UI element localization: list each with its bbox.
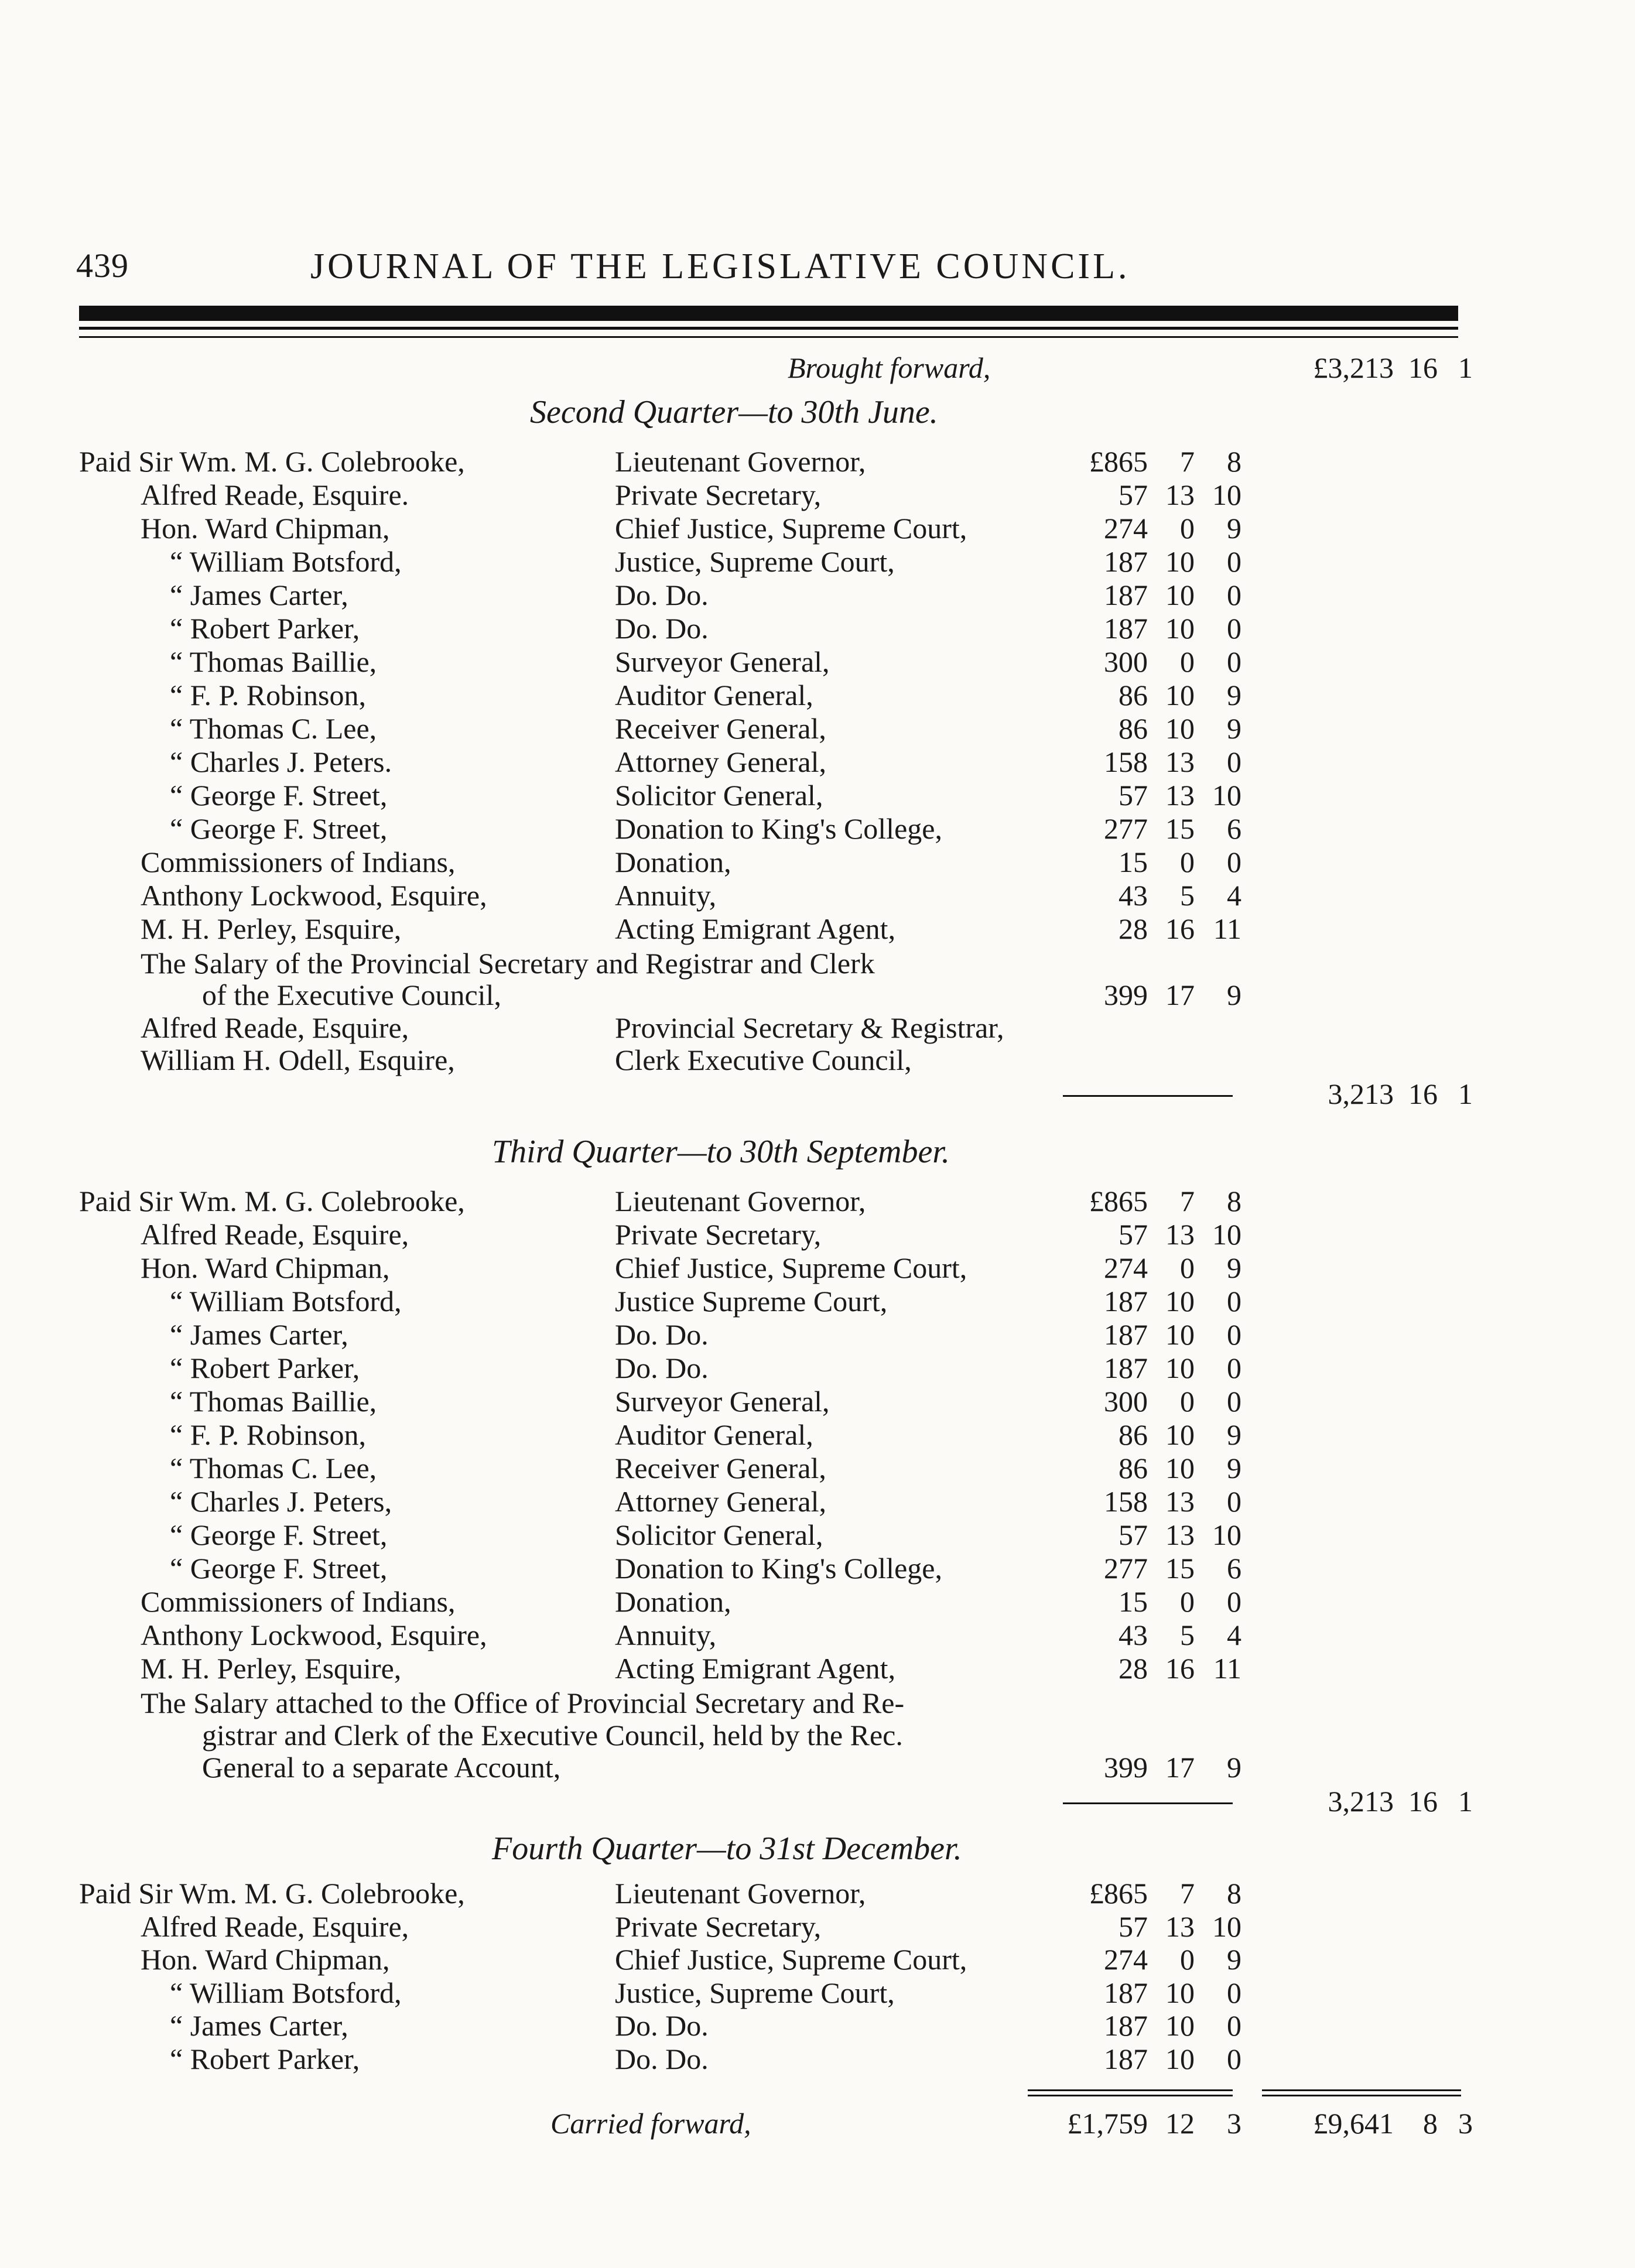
payee-name: Paid Sir Wm. M. G. Colebrooke, xyxy=(79,445,465,478)
office-title: Lieutenant Governor, xyxy=(615,1877,866,1910)
amount-pence: 9 xyxy=(1227,1251,1241,1284)
amount-pence: 10 xyxy=(1212,1218,1241,1251)
ledger-row xyxy=(0,645,1635,679)
amount-pence: 4 xyxy=(1227,1619,1241,1651)
salary-note-text: gistrar and Clerk of the Executive Council, held by the Rec. xyxy=(202,1719,903,1752)
amount-shillings: 10 xyxy=(1165,579,1195,611)
amount-pounds: 187 xyxy=(1104,1352,1148,1384)
section-total-row xyxy=(0,1077,1635,1111)
office-title: Lieutenant Governor, xyxy=(615,1185,866,1217)
amount-pence: 10 xyxy=(1212,779,1241,812)
ledger-row xyxy=(0,1910,1635,1944)
amount-pounds: 274 xyxy=(1104,1943,1148,1976)
amount-pence: 6 xyxy=(1227,1552,1241,1585)
office-title: Annuity, xyxy=(615,879,717,912)
amount-pounds: 28 xyxy=(1118,912,1148,945)
office-title: Justice, Supreme Court, xyxy=(615,545,895,578)
amount-shillings: 0 xyxy=(1180,846,1195,878)
amount-pence: 0 xyxy=(1227,645,1241,678)
amount-pence: 0 xyxy=(1227,545,1241,578)
amount-shillings: 13 xyxy=(1165,1910,1195,1943)
payee-name: “ Thomas Baillie, xyxy=(170,645,377,678)
amount-shillings: 5 xyxy=(1180,1619,1195,1651)
office-title: Do. Do. xyxy=(615,612,709,645)
payee-name: “ F. P. Robinson, xyxy=(170,1418,366,1451)
amount-shillings: 10 xyxy=(1165,1285,1195,1318)
ledger-row xyxy=(0,1552,1635,1585)
amount-pence: 4 xyxy=(1227,879,1241,912)
amount-pence: 0 xyxy=(1227,579,1241,611)
ledger-row xyxy=(0,445,1635,478)
office-title: Donation, xyxy=(615,1585,731,1618)
amount-shillings: 0 xyxy=(1180,1251,1195,1284)
office-title: Donation, xyxy=(615,846,731,878)
payee-name: “ Thomas C. Lee, xyxy=(170,712,377,745)
payee-name: “ Robert Parker, xyxy=(170,2042,360,2075)
office-title: Acting Emigrant Agent, xyxy=(615,1652,896,1685)
payee-name: “ Robert Parker, xyxy=(170,1352,360,1384)
ledger-row xyxy=(0,812,1635,846)
amount-shillings: 7 xyxy=(1180,445,1195,478)
amount-pounds: 274 xyxy=(1104,1251,1148,1284)
office-title: Auditor General, xyxy=(615,679,813,711)
amount-pounds: 187 xyxy=(1104,545,1148,578)
payee-name: Alfred Reade, Esquire, xyxy=(141,1218,409,1251)
amount-pounds: 187 xyxy=(1104,2009,1148,2042)
payee-name: “ F. P. Robinson, xyxy=(170,679,366,711)
carried-rule-sub xyxy=(1028,2089,1233,2091)
amount-pence: 11 xyxy=(1213,912,1241,945)
ledger-row xyxy=(0,1452,1635,1485)
ledger-row xyxy=(0,512,1635,545)
salary-note-line xyxy=(0,1751,1635,1784)
ledger-row xyxy=(0,1585,1635,1619)
amount-pounds: 57 xyxy=(1118,1910,1148,1943)
amount-pence: 9 xyxy=(1227,1943,1241,1976)
ledger-row xyxy=(0,1385,1635,1418)
salary-note-text: of the Executive Council, xyxy=(202,979,501,1011)
amount-shillings: 10 xyxy=(1165,1352,1195,1384)
amount-pounds: 399 xyxy=(1104,979,1148,1011)
amount-pence: 0 xyxy=(1227,1285,1241,1318)
amount-shillings: 7 xyxy=(1180,1877,1195,1910)
office-title: Surveyor General, xyxy=(615,645,830,678)
ledger-row xyxy=(0,1619,1635,1652)
office-title: Receiver General, xyxy=(615,712,826,745)
payee-name: William H. Odell, Esquire, xyxy=(141,1044,455,1076)
amount-pounds: 86 xyxy=(1118,712,1148,745)
total-shillings: 16 xyxy=(1408,1077,1438,1110)
amount-pence: 9 xyxy=(1227,1418,1241,1451)
ledger-row xyxy=(0,478,1635,512)
amount-pence: 0 xyxy=(1227,612,1241,645)
amount-shillings: 10 xyxy=(1165,1318,1195,1351)
page-number: 439 xyxy=(76,247,129,285)
carried-total-pounds: £9,641 xyxy=(1313,2107,1394,2140)
header-thin-rule-2 xyxy=(79,336,1458,338)
ledger-row xyxy=(0,1318,1635,1352)
amount-pence: 0 xyxy=(1227,2042,1241,2075)
total-pence: 1 xyxy=(1458,1077,1473,1110)
amount-shillings: 10 xyxy=(1165,679,1195,711)
office-title: Clerk Executive Council, xyxy=(615,1044,912,1076)
ledger-row xyxy=(0,1285,1635,1318)
total-pounds: 3,213 xyxy=(1328,1785,1394,1818)
ledger-row xyxy=(0,2043,1635,2076)
brought-forward-label: Brought forward, xyxy=(788,351,991,384)
office-title: Chief Justice, Supreme Court, xyxy=(615,1251,967,1284)
amount-pounds: 86 xyxy=(1118,679,1148,711)
ledger-row xyxy=(0,1877,1635,1910)
office-title: Lieutenant Governor, xyxy=(615,445,866,478)
office-title: Solicitor General, xyxy=(615,1518,823,1551)
amount-shillings: 16 xyxy=(1165,1652,1195,1685)
payee-name: Hon. Ward Chipman, xyxy=(141,1251,390,1284)
office-title: Receiver General, xyxy=(615,1452,826,1484)
amount-pounds: £865 xyxy=(1089,445,1148,478)
salary-note-line xyxy=(0,979,1635,1012)
office-title: Justice, Supreme Court, xyxy=(615,1976,895,2009)
carried-forward-row xyxy=(0,2107,1635,2140)
amount-shillings: 0 xyxy=(1180,1385,1195,1418)
office-title: Annuity, xyxy=(615,1619,717,1651)
amount-pounds: 300 xyxy=(1104,1385,1148,1418)
ledger-row xyxy=(0,779,1635,812)
brought-forward-shillings: 16 xyxy=(1408,351,1438,384)
amount-pence: 0 xyxy=(1227,1352,1241,1384)
ledger-row xyxy=(0,1218,1635,1251)
amount-pounds: 187 xyxy=(1104,1318,1148,1351)
amount-pounds: 43 xyxy=(1118,1619,1148,1651)
carried-forward-label: Carried forward, xyxy=(550,2107,751,2140)
amount-pence: 0 xyxy=(1227,2009,1241,2042)
office-title: Chief Justice, Supreme Court, xyxy=(615,1943,967,1976)
amount-pence: 6 xyxy=(1227,812,1241,845)
amount-shillings: 0 xyxy=(1180,645,1195,678)
ledger-row xyxy=(0,1652,1635,1685)
carried-rule-total-2 xyxy=(1262,2095,1461,2096)
office-title: Attorney General, xyxy=(615,1485,826,1518)
amount-shillings: 0 xyxy=(1180,512,1195,545)
amount-shillings: 13 xyxy=(1165,1518,1195,1551)
amount-shillings: 10 xyxy=(1165,612,1195,645)
office-title: Provincial Secretary & Registrar, xyxy=(615,1011,1004,1044)
amount-shillings: 10 xyxy=(1165,545,1195,578)
amount-pounds: 15 xyxy=(1118,846,1148,878)
ledger-row xyxy=(0,1418,1635,1452)
amount-pounds: 158 xyxy=(1104,745,1148,778)
payee-name: “ Thomas Baillie, xyxy=(170,1385,377,1418)
amount-pence: 11 xyxy=(1213,1652,1241,1685)
amount-pounds: 187 xyxy=(1104,1285,1148,1318)
amount-pounds: 15 xyxy=(1118,1585,1148,1618)
ledger-row xyxy=(0,846,1635,879)
amount-pounds: 57 xyxy=(1118,478,1148,511)
amount-pence: 9 xyxy=(1227,679,1241,711)
amount-pounds: 57 xyxy=(1118,1218,1148,1251)
total-pounds: 3,213 xyxy=(1328,1077,1394,1110)
amount-pence: 9 xyxy=(1227,712,1241,745)
carried-rule-sub-2 xyxy=(1028,2095,1233,2096)
payee-name: M. H. Perley, Esquire, xyxy=(141,912,402,945)
amount-pence: 9 xyxy=(1227,979,1241,1011)
ledger-row xyxy=(0,1943,1635,1976)
amount-pounds: 277 xyxy=(1104,1552,1148,1585)
brought-forward-pence: 1 xyxy=(1458,351,1473,384)
ledger-row xyxy=(0,1044,1635,1077)
amount-shillings: 17 xyxy=(1165,979,1195,1011)
ledger-row xyxy=(0,912,1635,946)
ledger-row xyxy=(0,2009,1635,2043)
amount-shillings: 10 xyxy=(1165,1418,1195,1451)
amount-pounds: 399 xyxy=(1104,1751,1148,1784)
amount-shillings: 13 xyxy=(1165,1485,1195,1518)
amount-shillings: 7 xyxy=(1180,1185,1195,1217)
office-title: Chief Justice, Supreme Court, xyxy=(615,512,967,545)
payee-name: “ James Carter, xyxy=(170,579,348,611)
amount-pence: 0 xyxy=(1227,1585,1241,1618)
office-title: Acting Emigrant Agent, xyxy=(615,912,896,945)
office-title: Auditor General, xyxy=(615,1418,813,1451)
carried-total-shillings: 8 xyxy=(1423,2107,1438,2140)
amount-pounds: 86 xyxy=(1118,1452,1148,1484)
ledger-row xyxy=(0,612,1635,645)
office-title: Do. Do. xyxy=(615,1352,709,1384)
payee-name: “ Charles J. Peters. xyxy=(170,745,392,778)
amount-pence: 10 xyxy=(1212,1910,1241,1943)
amount-pounds: 187 xyxy=(1104,2042,1148,2075)
section-title: Second Quarter—to 30th June. xyxy=(530,394,938,430)
carried-sub-pounds: £1,759 xyxy=(1067,2107,1148,2140)
payee-name: Commissioners of Indians, xyxy=(141,846,456,878)
brought-forward-pounds: £3,213 xyxy=(1313,351,1394,384)
amount-pounds: 28 xyxy=(1118,1652,1148,1685)
office-title: Donation to King's College, xyxy=(615,1552,942,1585)
amount-pounds: 277 xyxy=(1104,812,1148,845)
office-title: Private Secretary, xyxy=(615,1910,822,1943)
section-title: Fourth Quarter—to 31st December. xyxy=(492,1831,962,1867)
payee-name: Anthony Lockwood, Esquire, xyxy=(141,879,487,912)
office-title: Private Secretary, xyxy=(615,1218,822,1251)
amount-pounds: 158 xyxy=(1104,1485,1148,1518)
salary-note-line xyxy=(0,1687,1635,1720)
amount-pence: 0 xyxy=(1227,745,1241,778)
payee-name: Anthony Lockwood, Esquire, xyxy=(141,1619,487,1651)
amount-shillings: 0 xyxy=(1180,1585,1195,1618)
amount-pence: 0 xyxy=(1227,1318,1241,1351)
carried-total-pence: 3 xyxy=(1458,2107,1473,2140)
amount-shillings: 17 xyxy=(1165,1751,1195,1784)
office-title: Do. Do. xyxy=(615,579,709,611)
amount-shillings: 13 xyxy=(1165,779,1195,812)
carried-sub-pence: 3 xyxy=(1227,2107,1241,2140)
office-title: Justice Supreme Court, xyxy=(615,1285,888,1318)
office-title: Donation to King's College, xyxy=(615,812,942,845)
ledger-row xyxy=(0,1011,1635,1045)
amount-shillings: 0 xyxy=(1180,1943,1195,1976)
salary-note-text: The Salary of the Provincial Secretary and Registrar and Clerk xyxy=(141,947,875,980)
ledger-row xyxy=(0,679,1635,712)
amount-pounds: 300 xyxy=(1104,645,1148,678)
amount-shillings: 10 xyxy=(1165,1976,1195,2009)
ledger-row xyxy=(0,745,1635,779)
payee-name: M. H. Perley, Esquire, xyxy=(141,1652,402,1685)
page-header xyxy=(76,246,1458,293)
payee-name: “ George F. Street, xyxy=(170,1552,388,1585)
total-pence: 1 xyxy=(1458,1785,1473,1818)
payee-name: “ George F. Street, xyxy=(170,779,388,812)
office-title: Attorney General, xyxy=(615,745,826,778)
amount-pence: 8 xyxy=(1227,1877,1241,1910)
office-title: Solicitor General, xyxy=(615,779,823,812)
ledger-row xyxy=(0,1976,1635,2010)
payee-name: “ George F. Street, xyxy=(170,812,388,845)
payee-name: Alfred Reade, Esquire. xyxy=(141,478,409,511)
amount-pence: 9 xyxy=(1227,1751,1241,1784)
amount-shillings: 10 xyxy=(1165,712,1195,745)
office-title: Surveyor General, xyxy=(615,1385,830,1418)
salary-note-line xyxy=(0,1719,1635,1752)
payee-name: Commissioners of Indians, xyxy=(141,1585,456,1618)
amount-pounds: 43 xyxy=(1118,879,1148,912)
office-title: Do. Do. xyxy=(615,2042,709,2075)
total-shillings: 16 xyxy=(1408,1785,1438,1818)
amount-pence: 8 xyxy=(1227,445,1241,478)
header-thin-rule xyxy=(79,327,1458,330)
office-title: Do. Do. xyxy=(615,2009,709,2042)
ledger-row xyxy=(0,712,1635,745)
amount-pence: 10 xyxy=(1212,1518,1241,1551)
payee-name: Alfred Reade, Esquire, xyxy=(141,1910,409,1943)
amount-pounds: 86 xyxy=(1118,1418,1148,1451)
ledger-row xyxy=(0,1485,1635,1518)
payee-name: “ George F. Street, xyxy=(170,1518,388,1551)
amount-pounds: £865 xyxy=(1089,1877,1148,1910)
amount-shillings: 10 xyxy=(1165,1452,1195,1484)
amount-pounds: 57 xyxy=(1118,779,1148,812)
amount-shillings: 16 xyxy=(1165,912,1195,945)
amount-shillings: 5 xyxy=(1180,879,1195,912)
amount-pence: 0 xyxy=(1227,1976,1241,2009)
payee-name: Alfred Reade, Esquire, xyxy=(141,1011,409,1044)
amount-pence: 0 xyxy=(1227,846,1241,878)
amount-pence: 8 xyxy=(1227,1185,1241,1217)
amount-pence: 0 xyxy=(1227,1485,1241,1518)
payee-name: “ James Carter, xyxy=(170,1318,348,1351)
ledger-row xyxy=(0,1185,1635,1218)
ledger-row xyxy=(0,1352,1635,1385)
amount-shillings: 10 xyxy=(1165,2009,1195,2042)
carried-rule-total xyxy=(1262,2089,1461,2091)
ledger-row xyxy=(0,545,1635,579)
amount-pounds: 274 xyxy=(1104,512,1148,545)
payee-name: Hon. Ward Chipman, xyxy=(141,512,390,545)
amount-pounds: 187 xyxy=(1104,1976,1148,2009)
brought-forward-row xyxy=(0,351,1635,385)
amount-shillings: 13 xyxy=(1165,1218,1195,1251)
amount-shillings: 13 xyxy=(1165,478,1195,511)
journal-title: JOURNAL OF THE LEGISLATIVE COUNCIL. xyxy=(310,247,1130,286)
payee-name: “ Thomas C. Lee, xyxy=(170,1452,377,1484)
office-title: Do. Do. xyxy=(615,1318,709,1351)
amount-shillings: 13 xyxy=(1165,745,1195,778)
amount-pounds: 57 xyxy=(1118,1518,1148,1551)
amount-shillings: 15 xyxy=(1165,812,1195,845)
header-thick-rule xyxy=(79,306,1458,321)
payee-name: “ James Carter, xyxy=(170,2009,348,2042)
payee-name: “ Robert Parker, xyxy=(170,612,360,645)
ledger-row xyxy=(0,1251,1635,1285)
payee-name: “ Charles J. Peters, xyxy=(170,1485,392,1518)
amount-pence: 10 xyxy=(1212,478,1241,511)
payee-name: “ William Botsford, xyxy=(170,1976,402,2009)
amount-pence: 9 xyxy=(1227,1452,1241,1484)
payee-name: Hon. Ward Chipman, xyxy=(141,1943,390,1976)
amount-pence: 0 xyxy=(1227,1385,1241,1418)
payee-name: Paid Sir Wm. M. G. Colebrooke, xyxy=(79,1877,465,1910)
payee-name: Paid Sir Wm. M. G. Colebrooke, xyxy=(79,1185,465,1217)
ledger-row xyxy=(0,879,1635,912)
amount-pounds: 187 xyxy=(1104,579,1148,611)
amount-pounds: 187 xyxy=(1104,612,1148,645)
amount-pence: 9 xyxy=(1227,512,1241,545)
section-total-row xyxy=(0,1785,1635,1818)
amount-shillings: 10 xyxy=(1165,2042,1195,2075)
section-title: Third Quarter—to 30th September. xyxy=(492,1134,950,1170)
payee-name: “ William Botsford, xyxy=(170,1285,402,1318)
ledger-row xyxy=(0,579,1635,612)
salary-note-text: The Salary attached to the Office of Provincial Secretary and Re- xyxy=(141,1687,905,1719)
office-title: Private Secretary, xyxy=(615,478,822,511)
salary-note-text: General to a separate Account, xyxy=(202,1751,561,1784)
amount-pounds: £865 xyxy=(1089,1185,1148,1217)
ledger-row xyxy=(0,1518,1635,1552)
amount-shillings: 15 xyxy=(1165,1552,1195,1585)
payee-name: “ William Botsford, xyxy=(170,545,402,578)
carried-sub-shillings: 12 xyxy=(1165,2107,1195,2140)
salary-note-line xyxy=(0,947,1635,980)
